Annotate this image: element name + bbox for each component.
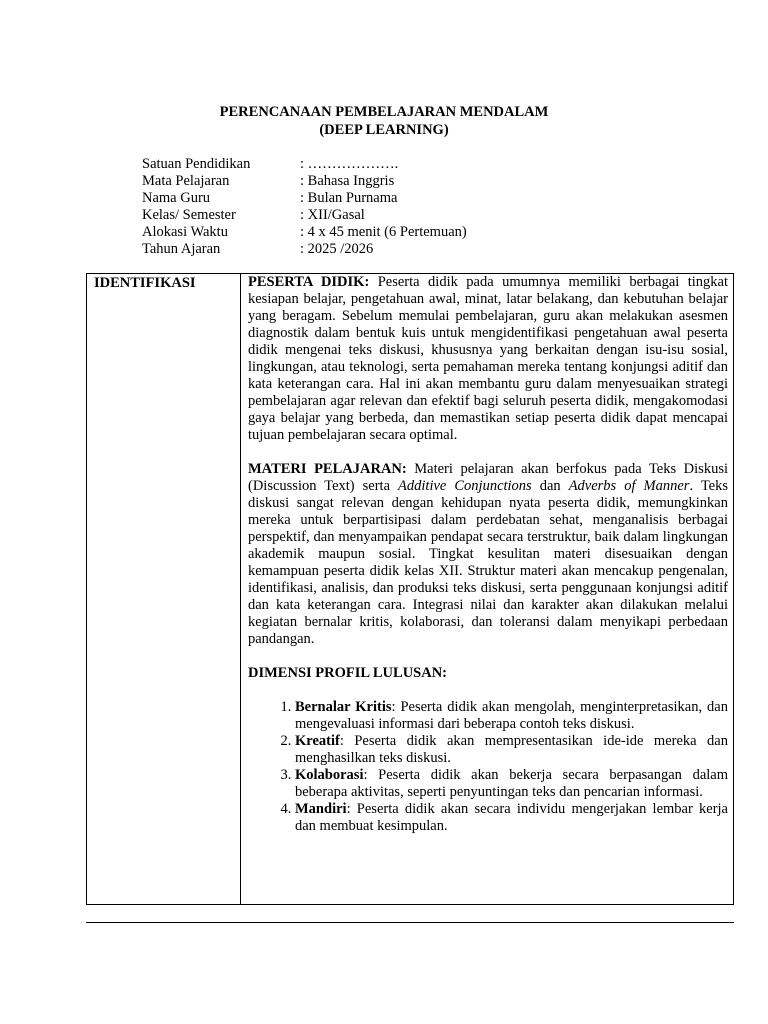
table-content (248, 274, 728, 835)
info-value: : 2025 /2026 (300, 241, 374, 257)
info-value: : Bulan Purnama (300, 190, 398, 206)
materi-text-b: dan (531, 478, 569, 494)
materi-heading: MATERI PELAJARAN: (248, 461, 407, 477)
document-subtitle: (DEEP LEARNING) (319, 122, 449, 138)
peserta-didik-paragraph (248, 274, 728, 444)
list-item (295, 801, 728, 835)
dimensi-heading-paragraph (248, 665, 728, 682)
materi-italic-b: Adverbs of Manner (568, 478, 690, 494)
list-item-text: : Peserta didik akan mempresentasikan ide-ide mereka dan menghasilkan teks diskusi. (295, 733, 728, 766)
info-label: Alokasi Waktu (142, 224, 228, 240)
document-title: PERENCANAAN PEMBELAJARAN MENDALAM (219, 104, 549, 120)
dimensi-list (248, 699, 728, 835)
list-item-text: : Peserta didik akan secara individu mengerjakan lembar kerja dan membuat kesimpulan. (295, 801, 728, 834)
identity-info (142, 156, 467, 258)
identification-table (86, 273, 734, 905)
materi-text-a: Materi pelajaran akan berfokus pada Teks Diskusi (Discussion Text) serta (248, 461, 728, 494)
info-row-tahun (142, 241, 467, 258)
info-label: Mata Pelajaran (142, 173, 230, 189)
info-row-mapel (142, 173, 467, 190)
materi-italic-a: Additive Conjunctions (398, 478, 532, 494)
page-bottom-rule (86, 922, 734, 923)
list-item-term: Mandiri (295, 801, 347, 817)
list-item (295, 699, 728, 733)
list-item-term: Kreatif (295, 733, 340, 749)
info-row-guru (142, 190, 467, 207)
materi-paragraph (248, 461, 728, 648)
dimensi-heading: DIMENSI PROFIL LULUSAN: (248, 665, 447, 681)
peserta-didik-text: Peserta didik pada umumnya memiliki berbagai tingkat kesiapan belajar, pengetahuan awal, minat, latar belakang, dan kebutuhan belajar yang beragam. Sebelum memulai pembelajaran, guru akan melakukan asesmen diagnostik dalam bentuk kuis untuk mengidentifikasi pengetahuan awal peserta didik mengenai teks diskusi, khususnya yang berkaitan dengan isu-isu sosial, lingkungan, atau teknologi, serta pemahaman mereka tentang konjungsi aditif dan kata keterangan cara. Hal ini akan membantu guru dalam menyesuaikan strategi pembelajaran agar relevan dan efektif bagi seluruh peserta didik, mengakomodasi gaya belajar yang berbeda, dan memastikan setiap peserta didik dapat mencapai tujuan pembelajaran secara optimal. (248, 274, 728, 443)
info-label: Nama Guru (142, 190, 211, 206)
list-item (295, 767, 728, 801)
list-item (295, 733, 728, 767)
info-value: : 4 x 45 menit (6 Pertemuan) (300, 224, 467, 240)
info-label: Kelas/ Semester (142, 207, 236, 223)
peserta-didik-heading: PESERTA DIDIK: (248, 274, 370, 290)
info-row-satuan (142, 156, 467, 173)
table-left-label: IDENTIFIKASI (94, 275, 196, 291)
info-label: Satuan Pendidikan (142, 156, 251, 172)
list-item-text: : Peserta didik akan bekerja secara berpasangan dalam beberapa aktivitas, seperti penyuntingan teks dan pencarian informasi. (295, 767, 728, 800)
materi-text-c: . Teks diskusi sangat relevan dengan kehidupan nyata peserta didik, memungkinkan mereka untuk berpartisipasi dalam perdebatan sehat, menganalisis berbagai perspektif, dan menyampaikan pendapat secara terstruktur, baik dalam lingkungan akademik maupun sosial. Tingkat kesulitan materi disesuaikan dengan kemampuan peserta didik kelas XII. Struktur materi akan mencakup pengenalan, identifikasi, analisis, dan produksi teks diskusi, serta penggunaan konjungsi aditif dan kata keterangan cara. Integrasi nilai dan karakter akan dilakukan melalui kegiatan bernalar kritis, kolaborasi, dan toleransi dalam menyikapi perbedaan pandangan. (248, 478, 728, 647)
info-row-kelas (142, 207, 467, 224)
list-item-term: Bernalar Kritis (295, 699, 392, 715)
info-row-alokasi (142, 224, 467, 241)
info-value: : ………………. (300, 156, 399, 172)
info-value: : XII/Gasal (300, 207, 365, 223)
list-item-term: Kolaborasi (295, 767, 364, 783)
list-item-text: : Peserta didik akan mengolah, menginterpretasikan, dan mengevaluasi informasi dari beberapa contoh teks diskusi. (295, 699, 728, 732)
info-value: : Bahasa Inggris (300, 173, 395, 189)
table-divider (240, 274, 241, 904)
info-label: Tahun Ajaran (142, 241, 221, 257)
